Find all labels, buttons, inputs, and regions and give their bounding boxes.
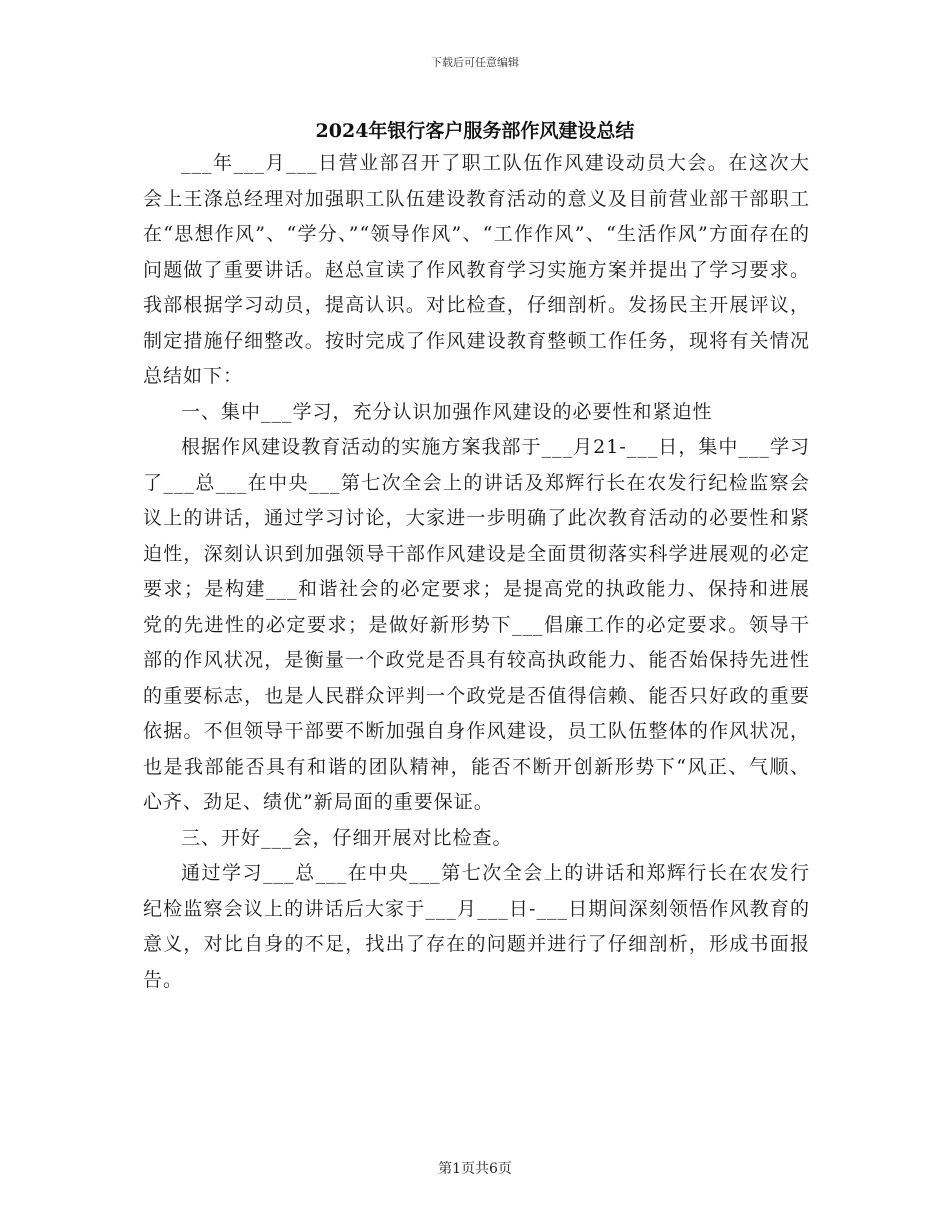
- page-number: 第1页共6页: [438, 1161, 512, 1177]
- download-note: 下载后可任意编辑: [431, 56, 519, 69]
- document-title: 2024年银行客户服务部作风建设总结: [315, 120, 635, 142]
- paragraph-study: 根据作风建设教育活动的实施方案我部于___月21-___日，集中___学习了___总___在中央___第七次全会上的讲话及郑辉行长在农发行纪检监察会议上的讲话，通过学习讨论，大家进一步明确了此次教育活动的必要性和紧迫性，深刻认识到加强领导干部作风建设是全面贯彻落实科学进展观的必定要求；是构建___和谐社会的必定要求；是提高党的执政能力、保持和进展党的先进性的必定要求；是做好新形势下___倡廉工作的必定要求。领导干部的作风状况，是衡量一个政党是否具有较高执政能力、能否始保持先进性的重要标志，也是人民群众评判一个政党是否值得信赖、能否只好政的重要依据。不但领导干部要不断加强自身作风建设，员工队伍整体的作风状况，也是我部能否具有和谐的团队精神，能否不断开创新形势下“风正、气顺、心齐、劲足、绩优”新局面的重要保证。: [143, 436, 810, 813]
- document-body: [143, 146, 810, 998]
- section-heading-one: 一、集中___学习，充分认识加强作风建设的必要性和紧迫性: [181, 400, 713, 423]
- paragraph-intro: ___年___月___日营业部召开了职工队伍作风建设动员大会。在这次大会上王涤总经理对加强职工队伍建设教育活动的意义及目前营业部干部职工在“思想作风”、“学分、”“领导作风”、“工作作风”、“生活作风”方面存在的问题做了重要讲话。赵总宣读了作风教育学习实施方案并提出了学习要求。我部根据学习动员，提高认识。对比检查，仔细剖析。发扬民主开展评议，制定措施仔细整改。按时完成了作风建设教育整顿工作任务，现将有关情况总结如下：: [143, 152, 810, 387]
- paragraph-review: 通过学习___总___在中央___第七次全会上的讲话和郑辉行长在农发行纪检监察会议上的讲话后大家于___月___日-___日期间深刻领悟作风教育的意义，对比自身的不足，找出了存在的问题并进行了仔细剖析，形成书面报告。: [143, 862, 810, 991]
- section-heading-three: 三、开好___会，仔细开展对比检查。: [181, 826, 513, 849]
